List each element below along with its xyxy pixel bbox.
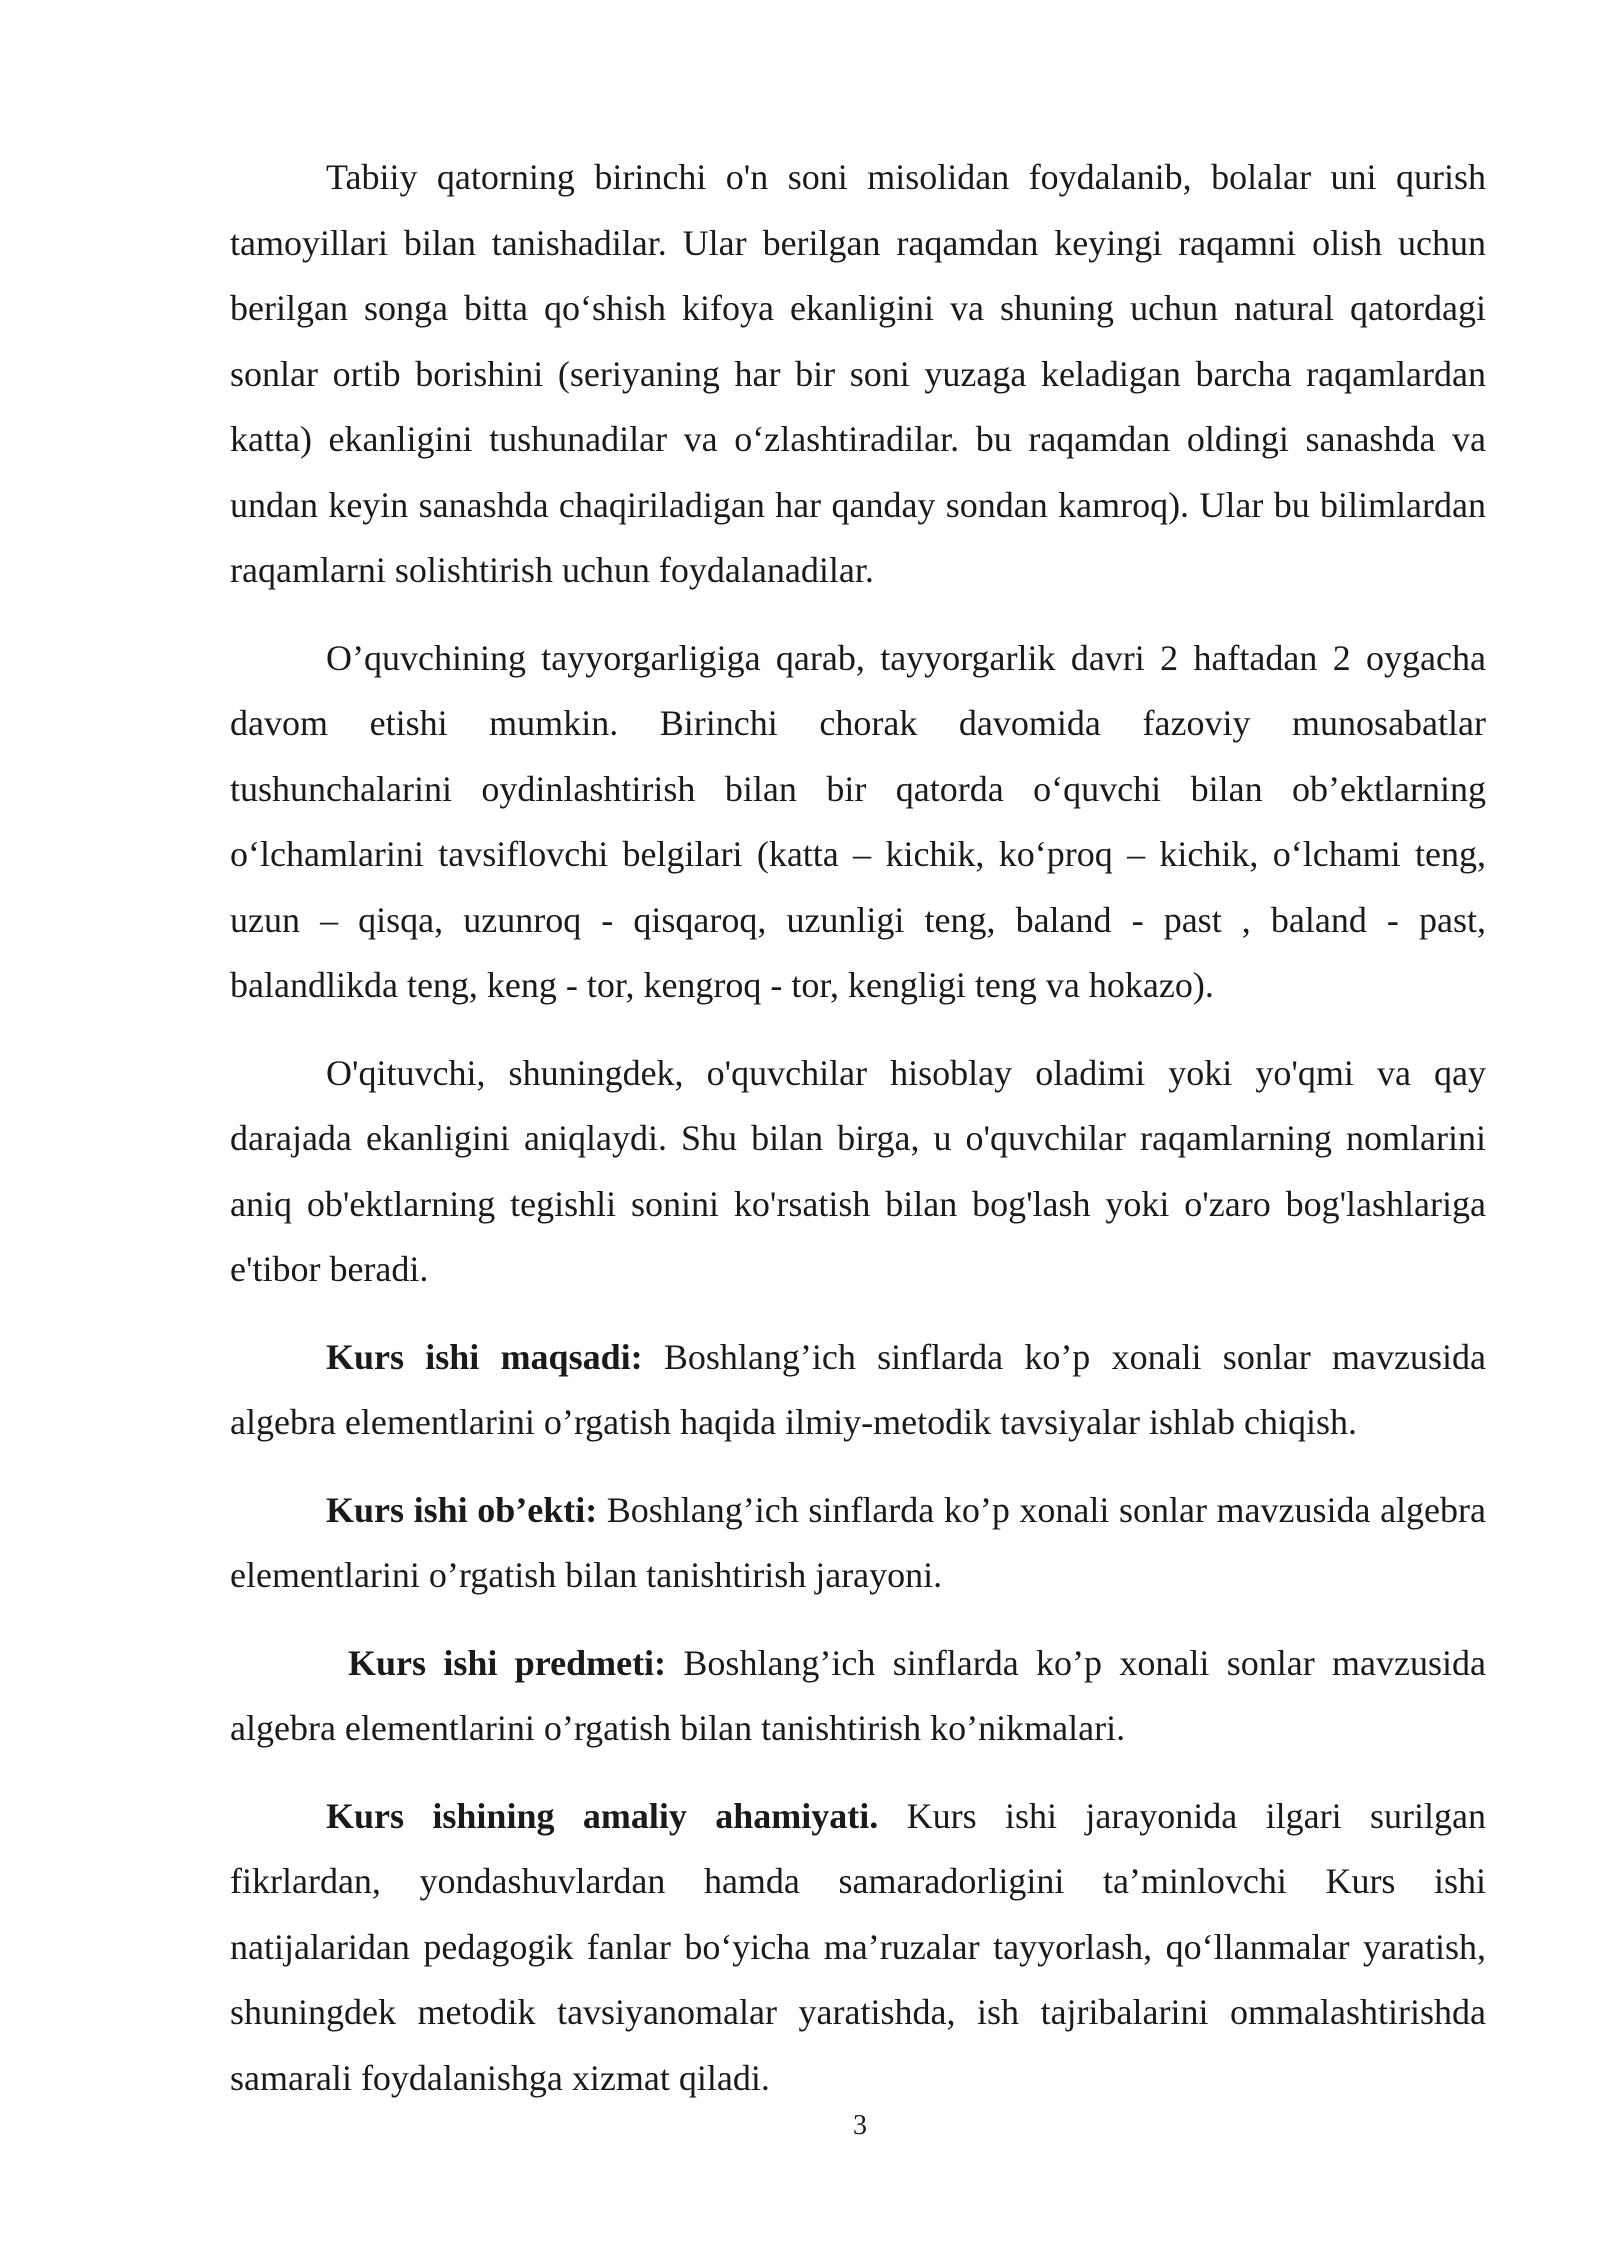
course-subject-text: Boshlang’ich sinflarda ko’p xonali sonlar mavzusida algebra elementlarini o’rgatish bilan tanishtirish ko’nikmalari.	[230, 1642, 1486, 1748]
course-object-label: Kurs ishi ob’ekti:	[326, 1489, 598, 1530]
paragraph-practical-significance	[230, 1784, 1486, 2112]
document-body	[230, 145, 1486, 2133]
paragraph-course-goal	[230, 1325, 1486, 1456]
paragraph-preparation-period: O’quvchining tayyorgarligiga qarab, tayyorgarlik davri 2 haftadan 2 oygacha davom etishi mumkin. Birinchi chorak davomida fazoviy munosabatlar tushunchalarini oydinlashtirish bilan bir qatorda o‘quvchi bilan ob’ektlarning o‘lchamlarini tavsiflovchi belgilari (katta – kichik, ko‘proq – kichik, o‘lchami teng, uzun – qisqa, uzunroq - qisqaroq, uzunligi teng, baland - past , baland - past, balandlikda teng, keng - tor, kengroq - tor, kengligi teng va hokazo).	[230, 637, 1486, 1005]
course-goal-label: Kurs ishi maqsadi:	[326, 1336, 643, 1377]
paragraph-course-subject	[230, 1631, 1486, 1762]
course-subject-label: Kurs ishi predmeti:	[348, 1642, 667, 1683]
page-number: 3	[853, 2110, 867, 2141]
paragraph-natural-series: Tabiiy qatorning birinchi o'n soni misolidan foydalanib, bolalar uni qurish tamoyillari bilan tanishadilar. Ular berilgan raqamdan keyingi raqamni olish uchun berilgan songa bitta qo‘shish kifoya ekanligini va shuning uchun natural qatordagi sonlar ortib borishini (seriyaning har bir soni yuzaga keladigan barcha raqamlardan katta) ekanligini tushunadilar va o‘zlashtiradilar. bu raqamdan oldingi sanashda va undan keyin sanashda chaqiriladigan har qanday sondan kamroq). Ular bu bilimlardan raqamlarni solishtirish uchun foydalanadilar.	[230, 157, 1486, 590]
course-goal-text: Boshlang’ich sinflarda ko’p xonali sonlar mavzusida algebra elementlarini o’rgatish haqida ilmiy-metodik tavsiyalar ishlab chiqish.	[230, 1336, 1486, 1442]
paragraph-course-object	[230, 1478, 1486, 1609]
practical-significance-label: Kurs ishining amaliy ahamiyati.	[326, 1795, 879, 1836]
practical-significance-text: Kurs ishi jarayonida ilgari surilgan fikrlardan, yondashuvlardan hamda samaradorligini ta’minlovchi Kurs ishi natijalaridan pedagogik fanlar bo‘yicha ma’ruzalar tayyorlash, qo‘llanmalar yaratish, shuningdek metodik tavsiyanomalar yaratishda, ish tajribalarini ommalashtirishda samarali foydalanishga xizmat qiladi.	[230, 1795, 1486, 2098]
paragraph-teacher-counting: O'qituvchi, shuningdek, o'quvchilar hisoblay oladimi yoki yo'qmi va qay darajada ekanligini aniqlaydi. Shu bilan birga, u o'quvchilar raqamlarning nomlarini aniq ob'ektlarning tegishli sonini ko'rsatish bilan bog'lash yoki o'zaro bog'lashlariga e'tibor beradi.	[230, 1052, 1486, 1289]
course-object-text: Boshlang’ich sinflarda ko’p xonali sonlar mavzusida algebra elementlarini o’rgatish bilan tanishtirish jarayoni.	[230, 1489, 1486, 1595]
